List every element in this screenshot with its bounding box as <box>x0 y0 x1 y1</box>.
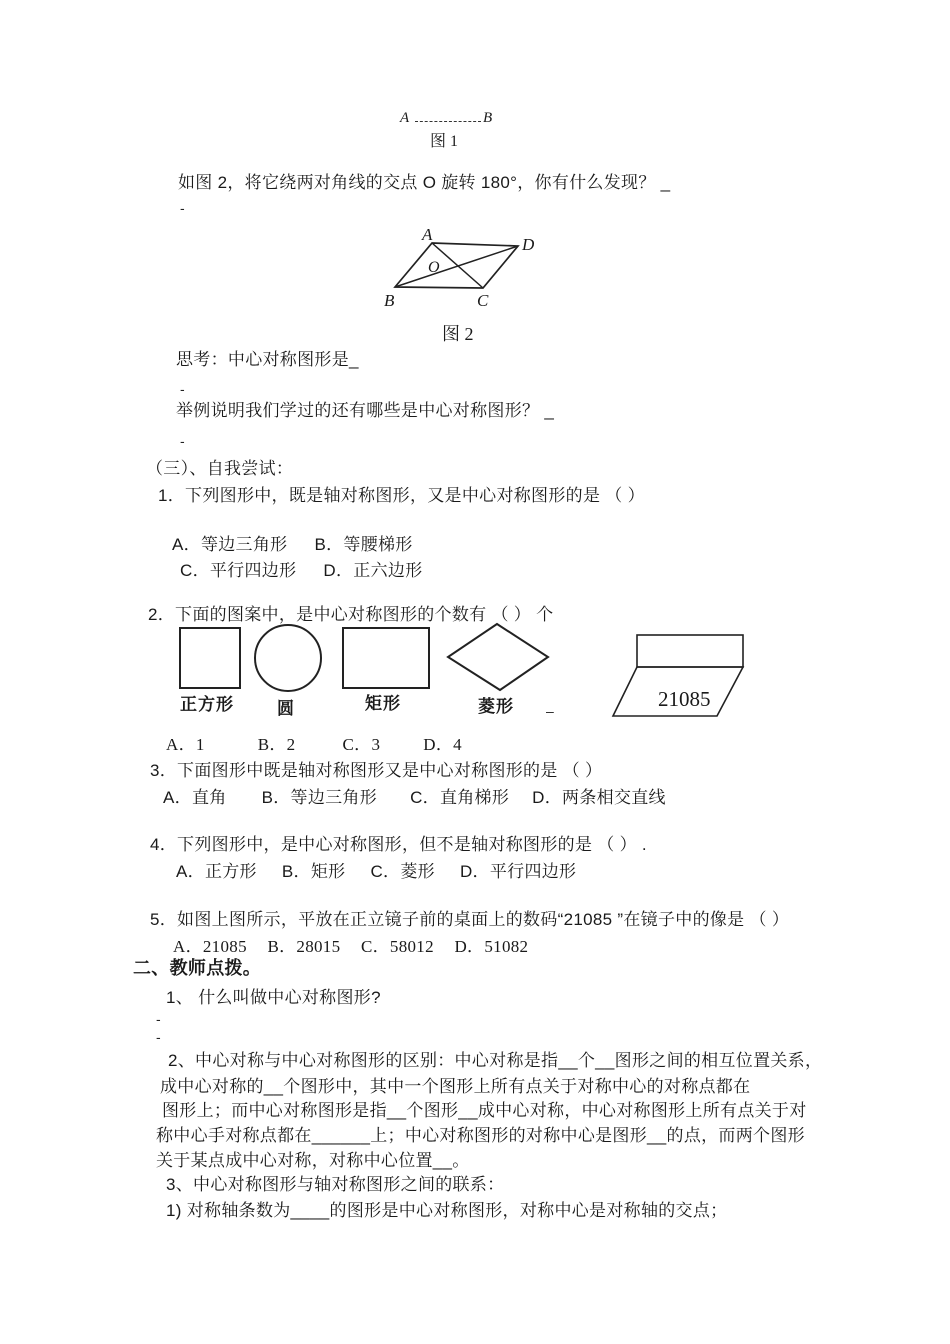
fig1-segment-line <box>415 121 481 122</box>
q1-options-row2 <box>180 556 423 581</box>
think-prompt: 思考：中心对称图形是_ <box>176 350 359 369</box>
q1-options-row1 <box>172 530 413 555</box>
teacher-q1: 1、 什么叫做中心对称图形? <box>166 988 381 1007</box>
blank-dash: - <box>180 200 185 216</box>
q4-text: 4．下列图形中，是中心对称图形，但不是轴对称图形的是 （ ） . <box>150 835 647 854</box>
square-label: 正方形 <box>180 695 234 714</box>
teacher-para2-line2: 成中心对称的__个图形中，其中一个图形上所有点关于对称中心的对称点都在 <box>160 1077 751 1096</box>
intro-question: 如图 2，将它绕两对角线的交点 O 旋转 180°，你有什么发现？ _ <box>178 173 671 192</box>
q3-option-c: C．直角梯形 <box>410 788 510 807</box>
fig2-caption: 图 2 <box>442 324 474 344</box>
fig2-label-a: A <box>422 226 433 244</box>
q2-option-b: B．2 <box>257 735 296 754</box>
fig2-label-b: B <box>384 291 395 310</box>
q3-option-b: B．等边三角形 <box>261 788 378 807</box>
q5-text: 5．如图上图所示，平放在正立镜子前的桌面上的数码“21085 ”在镜子中的像是 （ ） <box>150 910 790 929</box>
q1-option-c: C．平行四边形 <box>180 561 297 580</box>
examples-prompt: 举例说明我们学过的还有哪些是中心对称图形？ _ <box>176 401 555 420</box>
rhombus-label: 菱形 <box>478 697 514 716</box>
q2-options <box>166 730 462 755</box>
teacher-para2-line4: 称中心手对称点都在______上；中心对称图形的对称中心是图形__的点，而两个图形 <box>156 1126 805 1145</box>
mirror-shape <box>637 635 743 667</box>
q3-text: 3．下面图形中既是轴对称图形又是中心对称图形的是 （ ） <box>150 761 603 780</box>
fig2-label-o: O <box>428 259 440 276</box>
q2-option-d: D．4 <box>423 735 462 754</box>
rhombus-shape <box>448 624 548 690</box>
q1-text: 1．下列图形中，既是轴对称图形，又是中心对称图形的是 （ ） <box>158 486 645 505</box>
q2-option-a: A．1 <box>166 735 205 754</box>
blank-dash: - <box>180 433 185 449</box>
circle-label: 圆 <box>277 699 295 718</box>
q3-option-a: A．直角 <box>163 788 227 807</box>
q5-option-c: C．58012 <box>360 937 434 956</box>
blank-dash: – <box>546 703 554 719</box>
q4-option-c: C．菱形 <box>370 862 435 881</box>
square-shape <box>180 628 240 688</box>
teacher-para2-line1: 2、中心对称与中心对称图形的区别：中心对称是指__个__图形之间的相互位置关系， <box>168 1051 823 1070</box>
teacher-point3: 3、中心对称图形与轴对称图形之间的联系： <box>166 1175 505 1194</box>
q4-options <box>176 857 576 882</box>
fig1-caption: 图 1 <box>430 133 459 150</box>
q2-shapes-figure <box>150 616 790 722</box>
blank-dash: - <box>156 1011 161 1027</box>
section-try-title: （三）、自我尝试： <box>146 459 294 478</box>
fig2-label-c: C <box>477 291 489 310</box>
fig1-label-b: B <box>483 110 493 126</box>
q4-option-a: A．正方形 <box>176 862 257 881</box>
q5-option-b: B．28015 <box>267 937 341 956</box>
q4-option-d: D．平行四边形 <box>459 862 577 881</box>
fig2-parallelogram <box>372 226 597 318</box>
mirror-number: 21085 <box>658 687 711 711</box>
q1-option-b: B．等腰梯形 <box>314 535 413 554</box>
rectangle-label: 矩形 <box>365 694 401 713</box>
q5-option-a: A．21085 <box>173 937 247 956</box>
blank-dash: - <box>180 381 185 397</box>
circle-shape <box>255 625 321 691</box>
q4-option-b: B．矩形 <box>281 862 346 881</box>
q2-text: 2．下面的图案中，是中心对称图形的个数有 （ ） 个 <box>148 605 554 624</box>
fig2-label-d: D <box>522 235 535 254</box>
q3-option-d: D．两条相交直线 <box>532 788 666 807</box>
q1-option-a: A．等边三角形 <box>172 535 288 554</box>
rectangle-shape <box>343 628 429 688</box>
q3-options <box>163 783 666 808</box>
section-teacher-title: 二、教师点拨。 <box>133 958 262 978</box>
teacher-point3-sub1: 1) 对称轴条数为____的图形是中心对称图形，对称中心是对称轴的交点； <box>166 1201 728 1220</box>
q5-option-d: D．51082 <box>454 937 529 956</box>
q2-option-c: C．3 <box>342 735 381 754</box>
blank-dash: - <box>156 1029 161 1045</box>
fig1-label-a: A <box>400 110 410 126</box>
q1-option-d: D．正六边形 <box>323 561 423 580</box>
teacher-para2-line5: 关于某点成中心对称，对称中心位置__。 <box>156 1151 470 1170</box>
teacher-para2-line3: 图形上；而中心对称图形是指__个图形__成中心对称，中心对称图形上所有点关于对 <box>162 1101 807 1120</box>
